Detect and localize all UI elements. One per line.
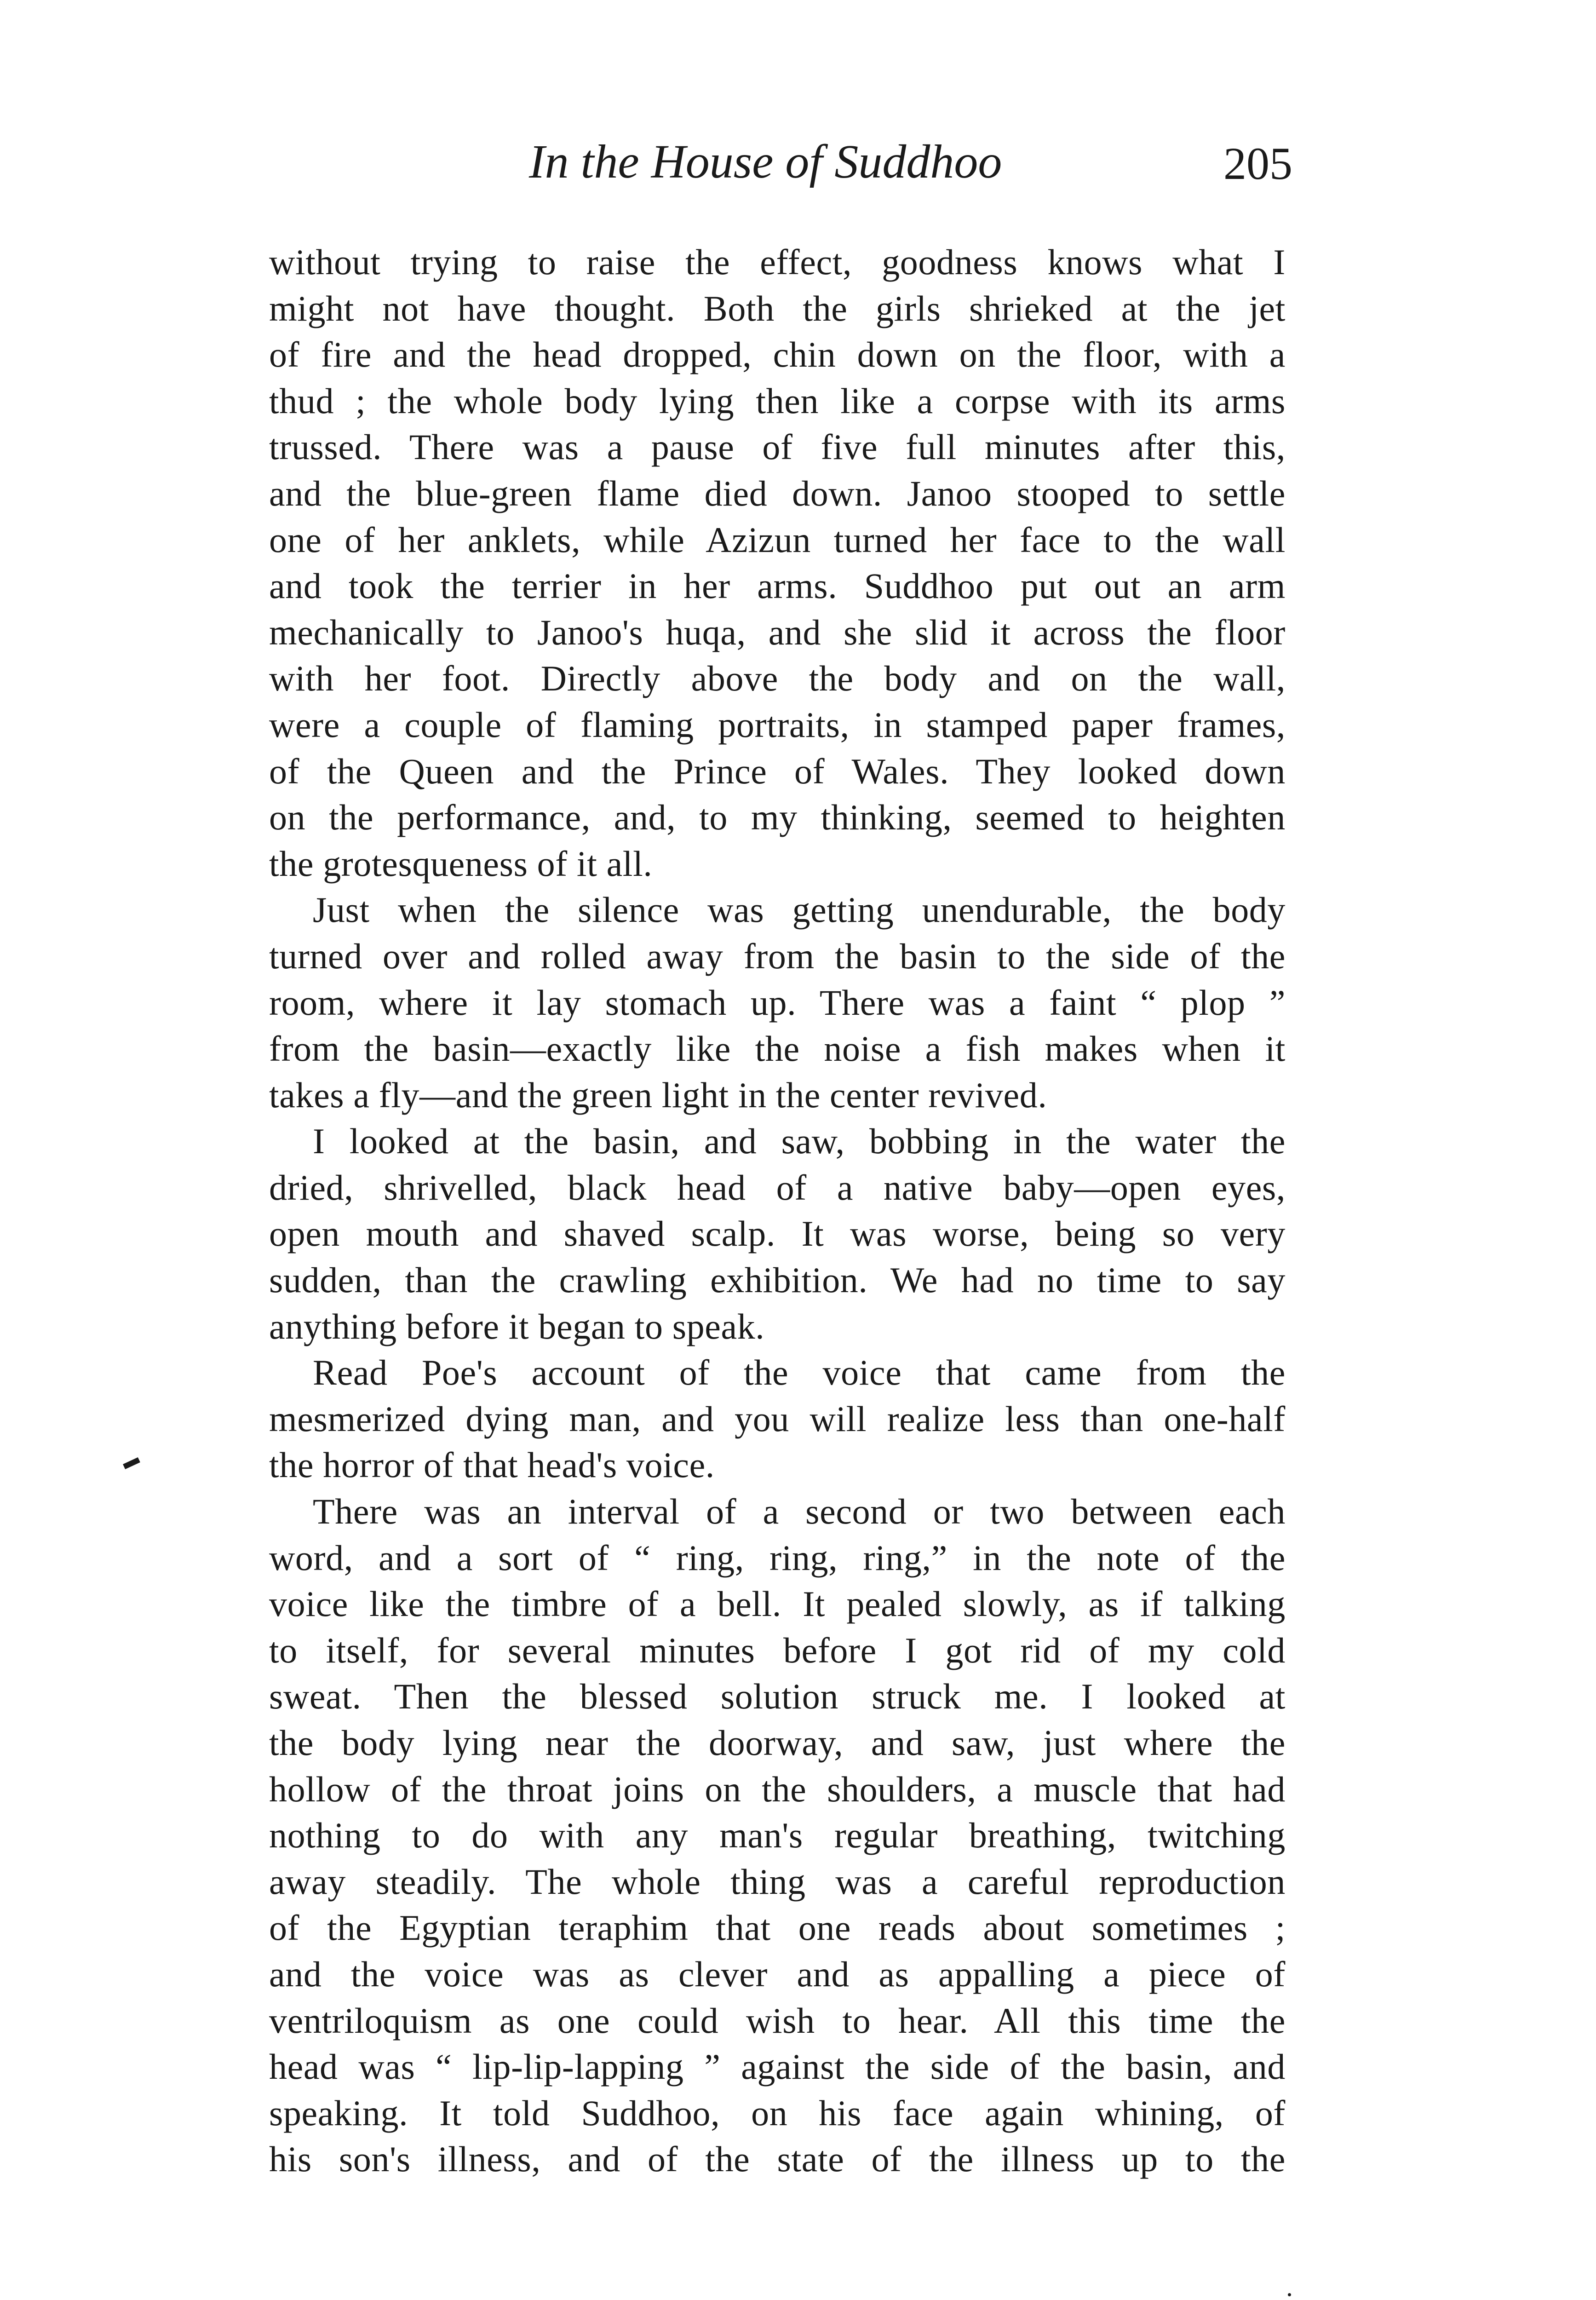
text-line: and the voice was as clever and as appalling a piece of — [269, 1954, 1286, 1994]
text-line: ventriloquism as one could wish to hear. All this time the — [269, 2000, 1286, 2041]
text-line: and took the terrier in her arms. Suddhoo put out an arm — [269, 566, 1286, 606]
text-line: speaking. It told Suddhoo, on his face again whining, of — [269, 2093, 1286, 2133]
text-line: might not have thought. Both the girls shrieked at the jet — [269, 288, 1286, 328]
text-line: nothing to do with any man's regular breathing, twitching — [269, 1815, 1286, 1856]
text-line: word, and a sort of “ ring, ring, ring,” in the note of the — [269, 1537, 1286, 1578]
page-number: 205 — [1223, 138, 1292, 189]
text-line: room, where it lay stomach up. There was a faint “ plop ” — [269, 982, 1286, 1023]
ink-speck — [123, 1457, 140, 1469]
text-line: the horror of that head's voice. — [269, 1445, 715, 1485]
text-line: of the Queen and the Prince of Wales. They looked down — [269, 751, 1286, 791]
text-line: the grotesqueness of it all. — [269, 843, 653, 884]
running-head: In the House of Suddhoo — [529, 135, 1002, 188]
body-text — [269, 239, 1286, 2183]
text-line: thud ; the whole body lying then like a corpse with its arms — [269, 380, 1286, 421]
text-line: sudden, than the crawling exhibition. We had no time to say — [269, 1260, 1286, 1300]
text-line: hollow of the throat joins on the shoulders, a muscle that had — [269, 1769, 1286, 1809]
text-line: There was an interval of a second or two between each — [313, 1491, 1286, 1532]
text-line: mesmerized dying man, and you will realize less than one-half — [269, 1398, 1286, 1439]
text-line: open mouth and shaved scalp. It was worse, being so very — [269, 1213, 1286, 1254]
text-line: dried, shrivelled, black head of a native baby—open eyes, — [269, 1167, 1286, 1208]
ink-speck — [1288, 2293, 1291, 2296]
text-line: of the Egyptian teraphim that one reads about sometimes ; — [269, 1908, 1286, 1948]
text-line: Just when the silence was getting unendurable, the body — [313, 890, 1286, 930]
text-line: turned over and rolled away from the basin to the side of the — [269, 936, 1286, 976]
text-line: anything before it began to speak. — [269, 1306, 765, 1346]
text-line: trussed. There was a pause of five full minutes after this, — [269, 427, 1286, 467]
text-line: on the performance, and, to my thinking, seemed to heighten — [269, 797, 1286, 838]
text-line: voice like the timbre of a bell. It pealed slowly, as if talking — [269, 1584, 1286, 1624]
text-line: mechanically to Janoo's huqa, and she slid it across the floor — [269, 612, 1286, 652]
text-line: Read Poe's account of the voice that came from the — [313, 1352, 1286, 1393]
text-line: from the basin—exactly like the noise a fish makes when it — [269, 1029, 1286, 1069]
text-line: of fire and the head dropped, chin down on the floor, with a — [269, 334, 1286, 375]
text-line: I looked at the basin, and saw, bobbing in the water the — [313, 1121, 1286, 1162]
text-line: one of her anklets, while Azizun turned her face to the wall — [269, 519, 1286, 560]
text-line: were a couple of flaming portraits, in stamped paper frames, — [269, 704, 1286, 745]
text-line: away steadily. The whole thing was a careful reproduction — [269, 1861, 1286, 1902]
text-line: head was “ lip-lip-lapping ” against the side of the basin, and — [269, 2047, 1286, 2087]
text-line: the body lying near the doorway, and saw, just where the — [269, 1723, 1286, 1763]
text-line: and the blue-green flame died down. Janoo stooped to settle — [269, 473, 1286, 513]
text-line: his son's illness, and of the state of the illness up to the — [269, 2139, 1286, 2179]
text-line: with her foot. Directly above the body and on the wall, — [269, 658, 1286, 699]
text-line: to itself, for several minutes before I got rid of my cold — [269, 1630, 1286, 1670]
text-line: takes a fly—and the green light in the center revived. — [269, 1075, 1047, 1115]
text-line: sweat. Then the blessed solution struck me. I looked at — [269, 1676, 1286, 1717]
text-line: without trying to raise the effect, goodness knows what I — [269, 242, 1286, 282]
